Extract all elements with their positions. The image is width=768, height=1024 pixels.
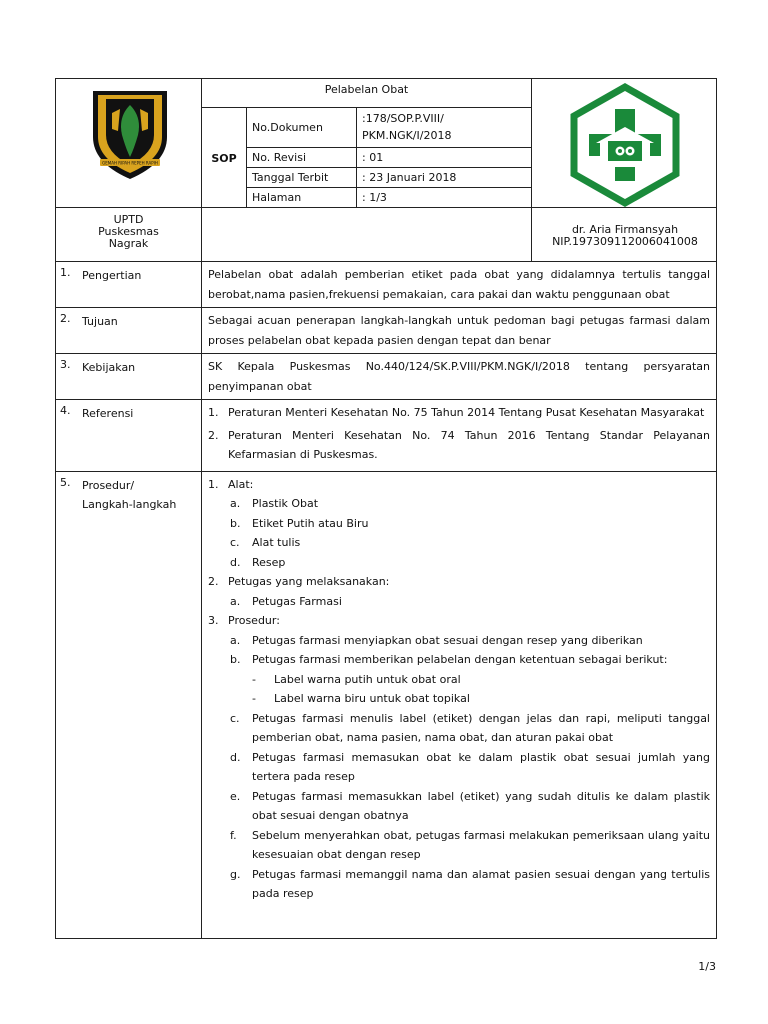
issue-date-value: : 23 Januari 2018 (362, 171, 457, 184)
list-item: b. Petugas farmasi memberikan pelabelan dengan ketentuan sebagai berikut: (230, 653, 668, 666)
list-item: f. Sebelum menyerahkan obat, petugas farmasi melakukan pemeriksaan ulang yaitu kesesuaian obat dengan resep (230, 828, 710, 861)
list-item: g. Petugas farmasi memanggil nama dan alamat pasien sesuai dengan yang tertulis pada resep (230, 867, 710, 900)
doc-number-value: :178/SOP.P.VIII/ PKM.NGK/I/2018 (362, 112, 452, 142)
regency-motto: GEMAH RIPAH REPEH RAPIH (102, 160, 158, 166)
list-item: d. Resep (230, 555, 286, 569)
org-line3: Nagrak (108, 237, 149, 250)
signature-space (202, 208, 532, 262)
tujuan-text: Sebagai acuan penerapan langkah-langkah untuk pedoman bagi petugas farmasi dalam proses pelabelan obat kepada pasien dengan tepat dan benar (208, 314, 710, 347)
issue-date-key: Tanggal Terbit (247, 168, 357, 187)
kebijakan-text: SK Kepala Puskesmas No.440/124/SK.P.VIII/PKM.NGK/I/2018 tentang persyaratan penyimpanan obat (208, 360, 710, 393)
signer-nip: NIP.197309112006041008 (552, 235, 698, 248)
section-label: Referensi (82, 407, 134, 420)
list-item: a. Petugas farmasi menyiapkan obat sesuai dengan resep yang diberikan (230, 633, 643, 647)
list-item: a. Plastik Obat (230, 497, 319, 510)
sop-document-table (55, 78, 717, 939)
section-number: 2. (60, 312, 71, 325)
organization-row (56, 208, 716, 262)
section-number: 1. (60, 266, 71, 279)
puskesmas-logo-cell (532, 79, 718, 208)
section-kebijakan (56, 354, 716, 400)
signer (532, 208, 718, 262)
puskesmas-logo-icon (532, 79, 718, 208)
list-item: a. Petugas Farmasi (230, 594, 342, 608)
section-tujuan (56, 308, 716, 354)
section-label: Kebijakan (82, 361, 136, 374)
pengertian-text: Pelabelan obat adalah pemberian etiket pada obat yang didalamnya tertulis tanggal berobat,nama pasien,frekuensi pemakaian, cara pakai dan waktu penggunaan obat (208, 268, 710, 301)
doc-number-key: No.Dokumen (247, 108, 357, 147)
section-number: 5. (60, 475, 71, 489)
page-key: Halaman (247, 188, 357, 208)
petugas-heading: 2. Petugas yang melaksanakan: (208, 575, 390, 588)
signer-name: dr. Aria Firmansyah (571, 223, 679, 236)
section-number: 3. (60, 358, 71, 371)
regency-logo-cell (56, 79, 202, 208)
revision-row (247, 148, 532, 168)
section-number: 4. (60, 404, 71, 417)
section-pengertian (56, 262, 716, 308)
doc-number-row (247, 108, 532, 148)
list-item: c. Petugas farmasi menulis label (etiket) dengan jelas dan rapi, meliputi tanggal pemberian obat, nama pasien, nama obat, dan aturan pakai obat (230, 711, 710, 744)
section-prosedur (56, 472, 716, 938)
issue-date-row (247, 168, 532, 188)
page-number: 1/3 (698, 960, 716, 973)
section-label: Prosedur/ Langkah-langkah (82, 478, 177, 511)
reference-item: 2. Peraturan Menteri Kesehatan No. 74 Tahun 2016 Tentang Standar Pelayanan Kefarmasian di Puskesmas. (208, 428, 710, 461)
section-referensi (56, 400, 716, 472)
section-label: Pengertian (82, 269, 142, 282)
org-line1: UPTD (113, 213, 144, 226)
sop-info (202, 79, 532, 208)
regency-shield-icon (56, 79, 202, 208)
revision-key: No. Revisi (247, 148, 357, 167)
langkah-heading: 3. Prosedur: (208, 614, 280, 627)
org-line2: Puskesmas (98, 225, 159, 238)
list-subitem: - Label warna biru untuk obat topikal (252, 692, 470, 705)
revision-value: : 01 (362, 151, 384, 164)
organization-name (56, 208, 202, 262)
list-subitem: - Label warna putih untuk obat oral (252, 672, 461, 686)
document-title: Pelabelan Obat (202, 79, 531, 108)
section-label: Tujuan (82, 315, 118, 328)
sop-label: SOP (202, 108, 247, 208)
sop-header (56, 79, 716, 208)
list-item: e. Petugas farmasi memasukkan label (etiket) yang sudah ditulis ke dalam plastik obat sesuai dengan obatnya (230, 789, 710, 822)
list-item: d. Petugas farmasi memasukan obat ke dalam plastik obat sesuai jumlah yang tertera pada resep (230, 750, 710, 783)
prosedur-content (202, 472, 716, 938)
reference-item: 1. Peraturan Menteri Kesehatan No. 75 Tahun 2014 Tentang Pusat Kesehatan Masyarakat (208, 406, 705, 419)
alat-heading: 1. Alat: (208, 477, 254, 491)
list-item: c. Alat tulis (230, 536, 301, 549)
page-row (247, 188, 532, 208)
page-value: : 1/3 (362, 191, 387, 204)
list-item: b. Etiket Putih atau Biru (230, 516, 369, 530)
